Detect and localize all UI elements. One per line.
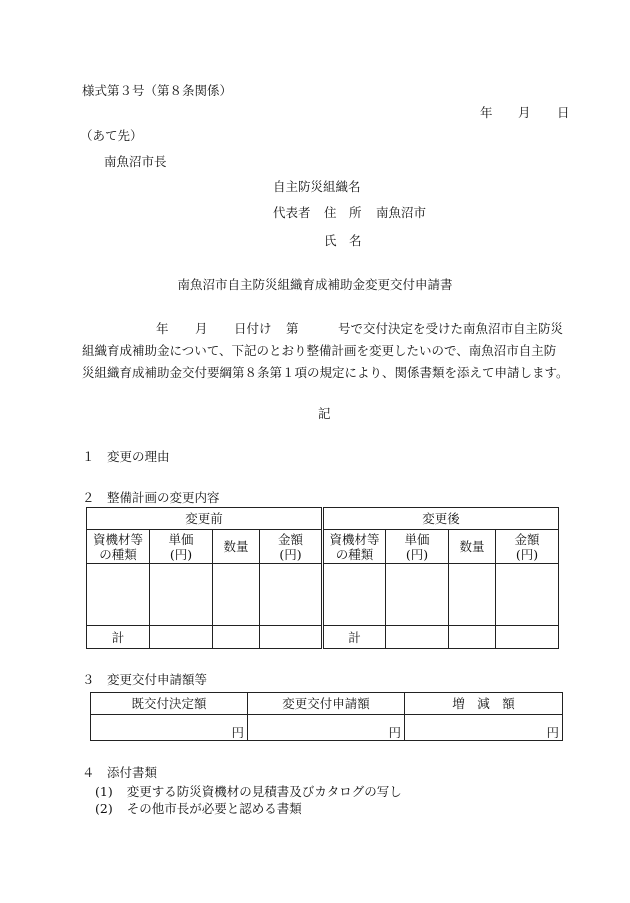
before-item-cell[interactable]: [87, 564, 150, 626]
address-value: 南魚沼市: [376, 205, 427, 220]
body-no: 第: [286, 321, 299, 336]
before-qty-cell[interactable]: [213, 564, 260, 626]
change-request-amount-header: 変更交付申請額: [248, 693, 405, 715]
section-2-heading: ２ 整備計画の変更内容: [82, 490, 220, 505]
after-price-cell[interactable]: [386, 564, 449, 626]
before-total-qty-cell[interactable]: [213, 626, 260, 649]
yen-unit: 円: [388, 725, 401, 740]
before-amount-header: 金額 (円): [260, 530, 323, 564]
after-total-amount-cell[interactable]: [496, 626, 559, 649]
section-3-heading: ３ 変更交付申請額等: [82, 672, 208, 687]
section-4-heading: ４ 添付書類: [82, 765, 158, 780]
amount-table-header: [91, 693, 563, 715]
before-total-amount-cell[interactable]: [260, 626, 323, 649]
plan-table-total-row: [87, 626, 559, 649]
increase-decrease-cell[interactable]: [405, 715, 563, 741]
before-price-header: 単価 (円): [150, 530, 213, 564]
change-request-amount-cell[interactable]: [248, 715, 405, 741]
before-item-header: 資機材等 の種類: [87, 530, 150, 564]
date-month-label: 月: [518, 105, 531, 120]
address-label: 住 所: [324, 205, 362, 220]
amount-table: [90, 692, 563, 741]
after-item-header: 資機材等 の種類: [323, 530, 386, 564]
document-title: 南魚沼市自主防災組織育成補助金変更交付申請書: [177, 277, 453, 292]
name-label: 氏 名: [324, 233, 362, 248]
yen-unit: 円: [231, 725, 244, 740]
attachment-number: (2): [95, 801, 113, 816]
after-qty-header: 数量: [449, 530, 496, 564]
after-amount-cell[interactable]: [496, 564, 559, 626]
attachment-item: [95, 784, 402, 800]
plan-table-group-header: [87, 508, 559, 530]
body-month: 月: [195, 321, 208, 336]
after-change-header: 変更後: [323, 508, 559, 530]
after-item-cell[interactable]: [323, 564, 386, 626]
after-total-qty-cell[interactable]: [449, 626, 496, 649]
attachment-text: 変更する防災資機材の見積書及びカタログの写し: [126, 784, 402, 799]
plan-table-entry-row: [87, 564, 559, 626]
before-change-header: 変更前: [87, 508, 323, 530]
addressee-label: （あて先）: [80, 128, 143, 143]
body-paragraph: [82, 318, 582, 384]
before-total-label: 計: [87, 626, 150, 649]
after-qty-cell[interactable]: [449, 564, 496, 626]
after-amount-header: 金額 (円): [496, 530, 559, 564]
plan-change-table: [86, 507, 559, 649]
attachment-text: その他市長が必要と認める書類: [126, 801, 302, 816]
org-name-label: 自主防災組織名: [273, 179, 361, 194]
before-total-price-cell[interactable]: [150, 626, 213, 649]
representative-label: 代表者: [273, 205, 311, 220]
form-number: 様式第３号（第８条関係）: [82, 83, 233, 98]
section-1-heading: １ 変更の理由: [82, 449, 170, 464]
addressee: 南魚沼市長: [104, 154, 167, 169]
attachment-number: (1): [95, 784, 113, 799]
attachment-item: [95, 801, 302, 817]
prior-decision-amount-header: 既交付決定額: [91, 693, 248, 715]
prior-decision-amount-cell[interactable]: [91, 715, 248, 741]
body-line-3: 災組織育成補助金交付要綱第８条第１項の規定により、関係書類を添えて申請します。: [82, 365, 569, 380]
before-qty-header: 数量: [213, 530, 260, 564]
body-line-1: [82, 318, 582, 340]
after-total-price-cell[interactable]: [386, 626, 449, 649]
amount-table-values: [91, 715, 563, 741]
body-line1-rest: 号で交付決定を受けた南魚沼市自主防災: [338, 321, 564, 336]
before-price-cell[interactable]: [150, 564, 213, 626]
body-line-2: 組織育成補助金について、下記のとおり整備計画を変更したいので、南魚沼市自主防: [82, 343, 557, 358]
body-dated: 日付け: [234, 321, 272, 336]
increase-decrease-header: 増 減 額: [405, 693, 563, 715]
before-amount-cell[interactable]: [260, 564, 323, 626]
yen-unit: 円: [546, 725, 559, 740]
date-year-label: 年: [480, 105, 493, 120]
ki-heading: 記: [318, 406, 331, 421]
plan-table-column-header: [87, 530, 559, 564]
after-price-header: 単価 (円): [386, 530, 449, 564]
after-total-label: 計: [323, 626, 386, 649]
date-day-label: 日: [557, 105, 570, 120]
body-year: 年: [156, 321, 169, 336]
